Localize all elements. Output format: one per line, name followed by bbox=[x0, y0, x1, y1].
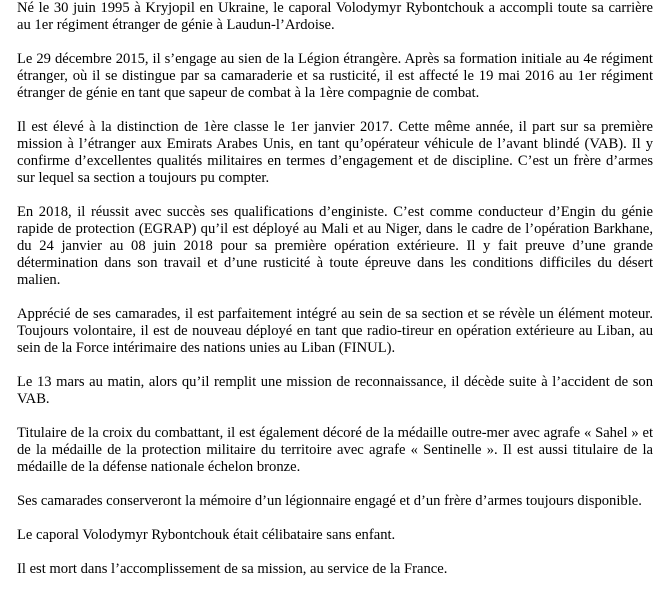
paragraph-death: Le 13 mars au matin, alors qu’il remplit une mission de reconnaissance, il décède suite à l’accident de son VAB. bbox=[17, 374, 653, 407]
paragraph-marital-status: Le caporal Volodymyr Rybontchouk était célibataire sans enfant. bbox=[17, 527, 396, 543]
document-page bbox=[17, 0, 653, 595]
paragraph-first-mission: Il est élevé à la distinction de 1ère classe le 1er janvier 2017. Cette même année, il part sur sa première mission à l’étranger aux Emirats Arabes Unis, en tant qu’opérateur véhicule de l’avant blindé (VAB). Il y confirme d’excellentes qualités militaires en termes d’engagement et de discipline. C’est un frère d’armes sur lequel sa section a toujours pu compter. bbox=[17, 119, 653, 186]
paragraph-enlistment: Le 29 décembre 2015, il s’engage au sien de la Légion étrangère. Après sa formation initiale au 4e régiment étranger, où il se distingue par sa camaraderie et sa rusticité, il est affecté le 19 mai 2016 au 1er régiment étranger de génie en tant que sapeur de combat à la 1ère compagnie de combat. bbox=[17, 51, 653, 101]
paragraph-decorations: Titulaire de la croix du combattant, il est également décoré de la médaille outre-mer avec agrafe « Sahel » et de la médaille de la protection militaire du territoire avec agrafe « Sentinelle ». Il est aussi titulaire de la médaille de la défense nationale échelon bronze. bbox=[17, 425, 653, 475]
paragraph-barkhane: En 2018, il réussit avec succès ses qualifications d’enginiste. C’est comme conducteur d’Engin du génie rapide de protection (EGRAP) qu’il est déployé au Mali et au Niger, dans le cadre de l’opération Barkhane, du 24 janvier au 08 juin 2018 pour sa première opération extérieure. Il y fait preuve d’une grande détermination dans son travail et d’une rusticité à toute épreuve dans les conditions difficiles du désert malien. bbox=[17, 204, 653, 288]
paragraph-conclusion: Il est mort dans l’accomplissement de sa mission, au service de la France. bbox=[17, 561, 448, 577]
paragraph-finul: Apprécié de ses camarades, il est parfaitement intégré au sein de sa section et se révèle un élément moteur. Toujours volontaire, il est de nouveau déployé en tant que radio-tireur en opération extérieure au Liban, au sein de la Force intérimaire des nations unies au Liban (FINUL). bbox=[17, 306, 653, 356]
paragraph-memory: Ses camarades conserveront la mémoire d’un légionnaire engagé et d’un frère d’armes toujours disponible. bbox=[17, 493, 642, 509]
paragraph-birth-career: Né le 30 juin 1995 à Kryjopil en Ukraine, le caporal Volodymyr Rybontchouk a accompli toute sa carrière au 1er régiment étranger de génie à Laudun-l’Ardoise. bbox=[17, 0, 653, 33]
